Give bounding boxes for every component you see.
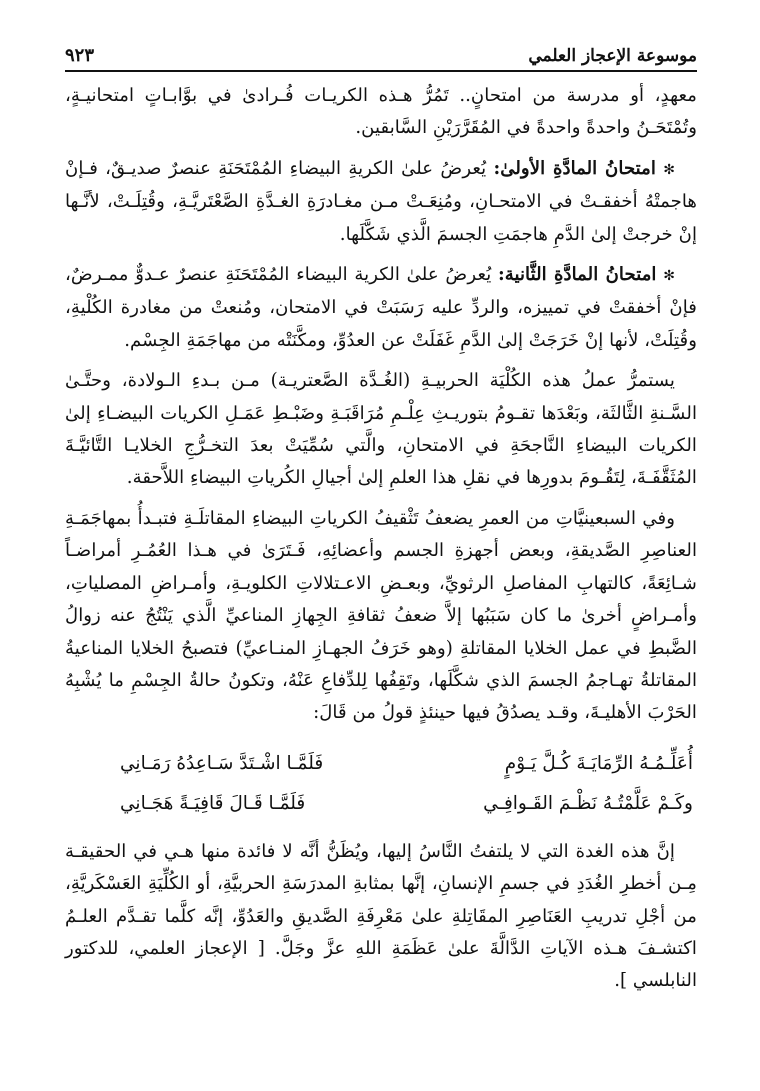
star-marker-icon: ✻ [663,268,675,285]
exam-second-text: يُعرضُ علىٰ الكرية البيضاء المُمْتَحَنَةِ عنصرٌ عـدوٌّ ممـرضٌ، فإنْ أخفقتْ في تمييزه، والردِّ عليه رَسَبَتْ في الامتحان، ومُنعتْ من مغادرة الكُلْيةِ، وقُتِلَتْ، لأنها إنْ خَرَجَتْ إلىٰ الدَّمِ غَفَلَتْ عن العدُوِّ، ومكَّنَتْه من مهاجَمَةِ الجِسْم. [65,264,697,351]
poem-second-hemistich: فَلَمَّـا قَـالَ قَافِيَـةً هَجَـانِي [120,792,306,814]
exam-first-label: امتحانُ المادَّةِ الأولىٰ: [493,157,656,179]
poem-first-hemistich: أُعَلِّـمُـهُ الرِّمَايَـةَ كُـلَّ يَـوْمٍ [504,752,693,774]
exam-first-subject [65,153,697,251]
paragraph-closing: إنَّ هذه الغدة التي لا يلتفتُ النَّاسُ إليها، ويُظَنُّ أنَّه لا فائدة منها هـي في الحقيقـة مِـن أخطرِ الغُدَدِ في جسمِ الإنسانِ، إنَّها بمثابةِ المدرَسَةِ الحربيَّةِ، أو الكُلِّيَةِ العَسْكَريَّةِ، من أجْلِ تدريبِ العَنَاصِرِ المقَاتِلةِ علىٰ مَعْرِفَةِ الصَّديقِ والعَدُوِّ، إنَّه كلَّما تقـدَّم العلـمُ اكتشـفَ هـذه الآياتِ الدَّالَّةَ علىٰ عَظَمَةِ اللهِ عزَّ وجَلَّ. [ الإعجاز العلمي، للدكتور النابلسي ]. [65,840,697,992]
paragraph-thymus-school: يستمرُّ عملُ هذه الكُلْيَة الحربيـةِ (الغُـدَّة الصَّعتريـة) مـن بـدءِ الـولادة، وحتَّـىٰ السَّـنةِ الثَّالثَة، وبَعْدَها تقـومُ بتوريـثِ عِلْـمِ مُرَاقَبَـةِ وضَبْـطِ عَمَـلِ الكريات البيضـاءِ إلىٰ الكريات البيضاءِ النَّاجحَةِ في الامتحانِ، والَّتي سُمِّيَتْ بعدَ التخـرُّجِ الخلايـا التَّائيَّـةَ المُثَقَّفَـةَ، لِتَقُـومَ بدورِها في نقلِ هذا العلمِ إلىٰ أجيالِ الكُرياتِ البيضاءِ اللاَّحقة. [65,370,697,489]
paragraph-intro: معهدٍ، أو مدرسة من امتحانٍ.. تَمُرُّ هـذه الكريـات فُـرادىٰ في بوَّابـاتٍ امتحانيـةٍ، وتُمْتَحَـنُ واحدةً واحدةً في المُقَرَّرَيْنِ السَّابقين. [65,85,697,139]
star-marker-icon: ✻ [663,161,675,178]
poem-first-hemistich: وكَـمْ عَلَّمْتُـهُ نَظْـمَ القَـوافِـي [483,792,693,814]
exam-second-label: امتحانُ المادَّةِ الثَّانية: [498,264,657,286]
page-number: ٩٢٣ [65,45,95,66]
exam-second-subject [65,259,697,357]
page-body [65,80,697,998]
page-header [65,40,697,72]
poem-verse [65,744,697,784]
exam-first-text: يُعرضُ علىٰ الكريةِ البيضاءِ المُمْتَحَنَةِ عنصرٌ صديـقٌ، فـإنْ هاجمتْهُ أخفقـتْ في الامتحـانِ، ومُنِعَـتْ مـن مغـادرَةِ الغـدَّةِ الصَّعْتَريَّـةِ، وقُتِلَـتْ، لأنَّـها إنْ خرجتْ إلىٰ الدَّمِ هاجمَتِ الجسمَ الَّذي شَكَّلَها. [65,157,697,245]
poem-second-hemistich: فَلَمَّـا اشْـتَدَّ سَـاعِدُهُ رَمَـانِي [120,752,324,774]
encyclopedia-title: موسوعة الإعجاز العلمي [528,46,697,66]
paragraph-seventies: وفي السبعينيَّاتِ من العمرِ يضعفُ تَثْقيفُ الكرياتِ البيضاءِ المقاتلَـةِ فتبـدأُ بمهاجَمَـةِ العناصِرِ الصَّديقةِ، وبعض أجهزةِ الجسم وأعضائِهِ، فَـتَرَىٰ في هـذا العُمُـرِ أمراضـاً شـائِعَةً، كالتهابِ المفاصلِ الرثويِّ، وبعـضِ الاعـتلالاتِ الكلويـةِ، وأمـراضِ المصلياتِ، وأمـراضٍ أخرىٰ ما كان سَبَبُها إلاَّ ضعفُ ثقافةِ الجِهازِ المناعيِّ الَّذي يَنْتُجُ عنه زوالُ الضَّبطِ في عمل الخلايا المقاتلةِ (وهو خَرَفُ الجهـازِ المنـاعيِّ) فتصبحُ الخلايا المناعيةُ المقاتلةُ تهـاجمُ الجسمَ الذي شكَّلَها، وتَقِفُها لِلدِّفاعِ عَنْهُ، وتكونُ حالةُ الجِسْمِ ما يُشْبِهُ الحَرْبَ الأهليـةَ، وقـد يصدُقُ فيها حينئذٍ قولُ من قَالَ: [65,507,697,724]
poem-verses [65,744,697,824]
poem-verse [65,784,697,824]
